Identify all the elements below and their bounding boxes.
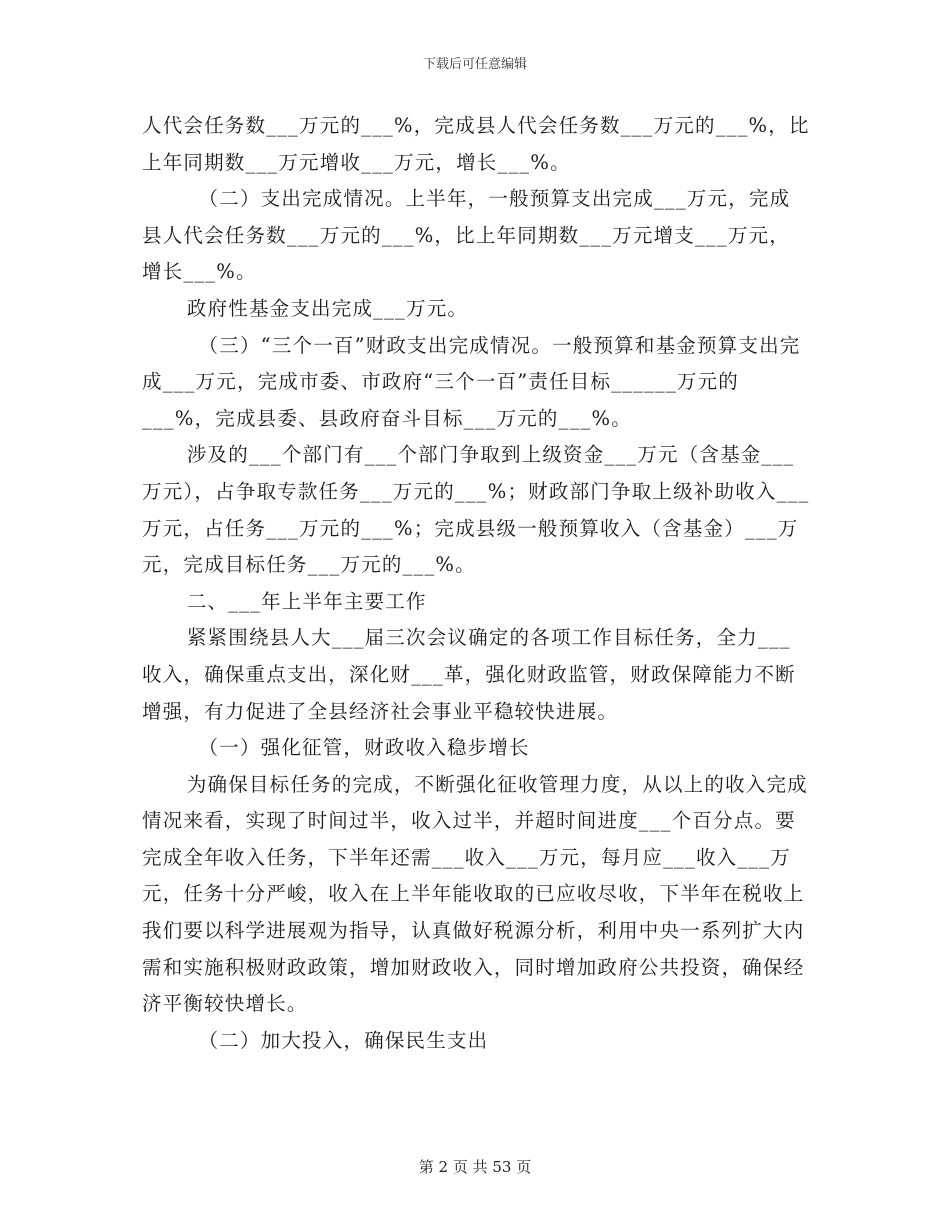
- paragraph-revenue-management: 为确保目标任务的完成，不断强化征收管理力度，从以上的收入完成情况来看，实现了时间过半，收入过半，并超时间进度___个百分点。要完成全年收入任务，下半年还需___收入___万元，每月应___收入___万元，任务十分严峻，收入在上半年能收取的已应收尽收，下半年在税收上我们要以科学进展观为指导，认真做好税源分析，利用中央一系列扩大内需和实施积极财政政策，增加财政收入，同时增加政府公共投资，确保经济平衡较快增长。: [142, 772, 808, 1016]
- paragraph-expenditure: （二）支出完成情况。上半年，一般预算支出完成___万元，完成县人代会任务数___万元的___%，比上年同期数___万元增支___万元，增长___%。: [142, 187, 791, 284]
- paragraph-fund-expenditure: 政府性基金支出完成___万元。: [186, 296, 469, 320]
- subheading-livelihood-expenditure: （二）加大投入，确保民生支出: [198, 1028, 489, 1052]
- page-header: 下载后可任意编辑: [422, 57, 527, 72]
- paragraph-departments: 涉及的___个部门有___个部门争取到上级资金___万元（含基金___万元），占争取专款任务___万元的___%；财政部门争取上级补助收入___万元，占任务___万元的___%；完成县级一般预算收入（含基金）___万元，完成目标任务___万元的___%。: [142, 443, 810, 577]
- paragraph-revenue-continued: 人代会任务数___万元的___%，完成县人代会任务数___万元的___%，比上年同期数___万元增收___万元，增长___%。: [142, 114, 810, 174]
- paragraph-main-work: 紧紧围绕县人大___届三次会议确定的各项工作目标任务，全力___收入，确保重点支出，深化财___革，强化财政监管，财政保障能力不断增强，有力促进了全县经济社会事业平稳较快进展。: [142, 626, 796, 723]
- subheading-revenue-management: （一）强化征管，财政收入稳步增长: [198, 736, 530, 760]
- section-heading-main-work: 二、___年上半年主要工作: [186, 589, 427, 613]
- paragraph-three-hundreds: （三）“三个一百”财政支出完成情况。一般预算和基金预算支出完成___万元，完成市委、市政府“三个一百”责任目标______万元的___%，完成县委、县政府奋斗目标___万元的___%。: [142, 333, 801, 430]
- document-body: [142, 108, 810, 1059]
- page-number: 第 2 页 共 53 页: [418, 1158, 532, 1176]
